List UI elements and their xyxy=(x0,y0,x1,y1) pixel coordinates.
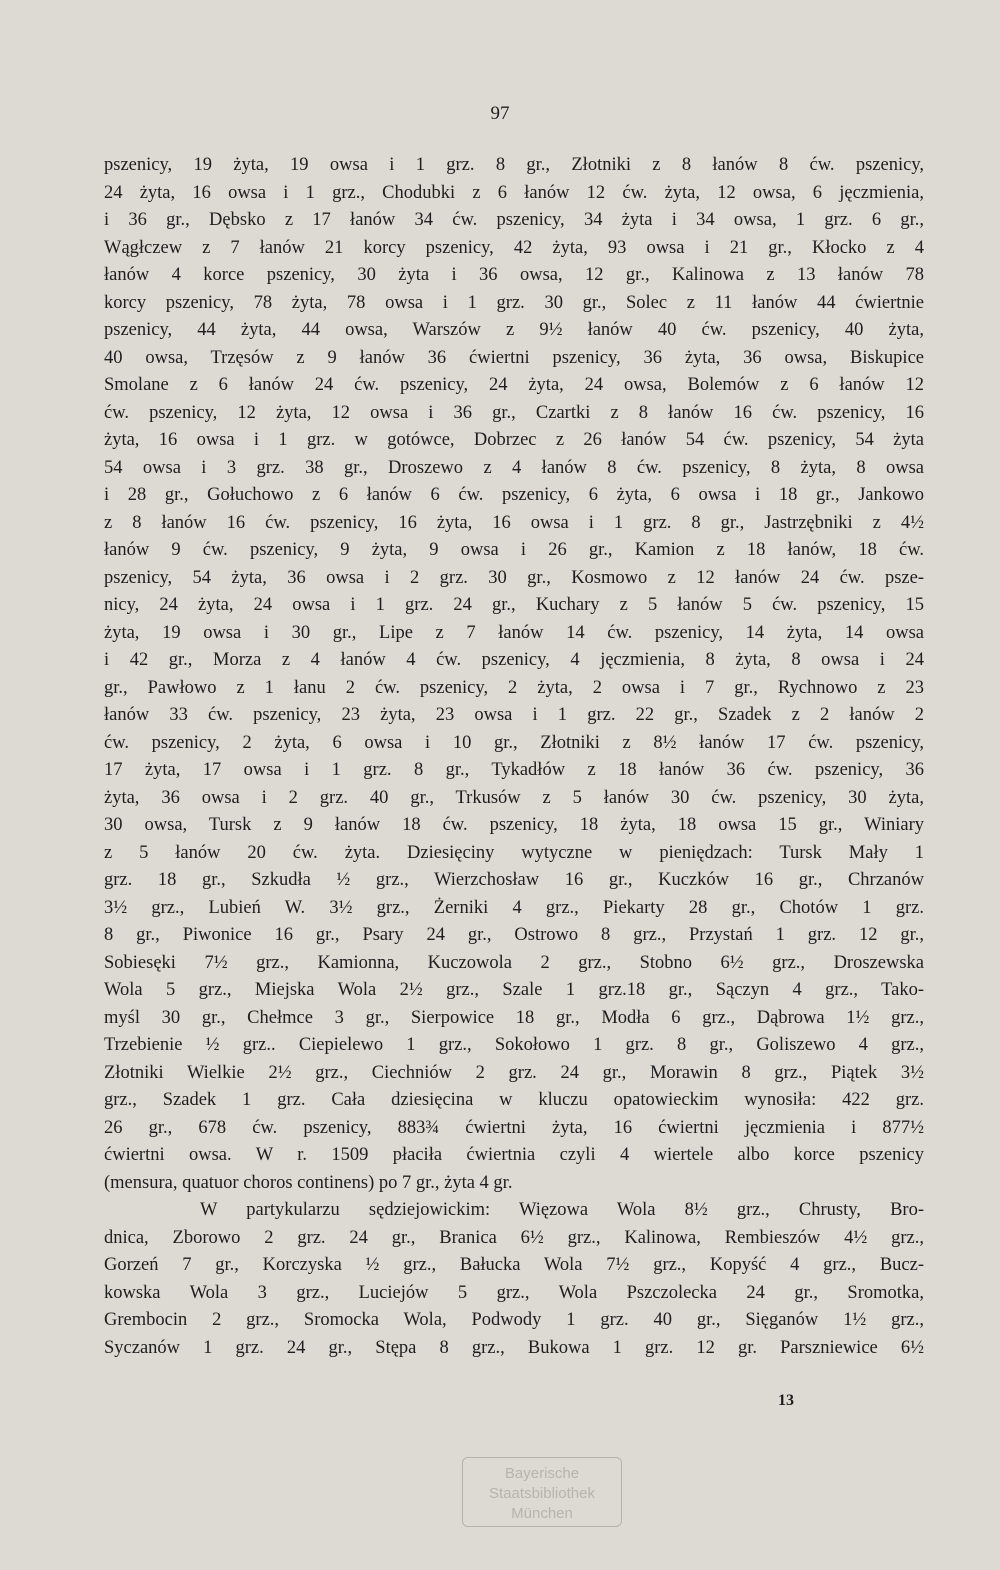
text-line: ćw. pszenicy, 2 żyta, 6 owsa i 10 gr., Złotniki z 8½ łanów 17 ćw. pszenicy, xyxy=(104,732,924,753)
text-line: i 42 gr., Morza z 4 łanów 4 ćw. pszenicy, 4 jęczmienia, 8 żyta, 8 owsa i 24 xyxy=(104,650,924,670)
text-line: i 36 gr., Dębsko z 17 łanów 34 ćw. pszenicy, 34 żyta i 34 owsa, 1 grz. 6 gr., xyxy=(104,210,924,230)
text-line: żyta, 19 owsa i 30 gr., Lipe z 7 łanów 14 ćw. pszenicy, 14 żyta, 14 owsa xyxy=(104,622,924,643)
text-line: dnica, Zborowo 2 grz. 24 gr., Branica 6½ grz., Kalinowa, Rembieszów 4½ grz., xyxy=(104,1227,924,1248)
text-line: myśl 30 gr., Chełmce 3 gr., Sierpowice 18 gr., Modła 6 grz., Dąbrowa 1½ grz., xyxy=(104,1007,924,1028)
text-line: korcy pszenicy, 78 żyta, 78 owsa i 1 grz. 30 gr., Solec z 11 łanów 44 ćwiertnie xyxy=(104,292,924,313)
text-line: Grembocin 2 grz., Sromocka Wola, Podwody 1 grz. 40 gr., Sięganów 1½ grz., xyxy=(104,1310,924,1330)
text-line: 40 owsa, Trzęsów z 9 łanów 36 ćwiertni pszenicy, 36 żyta, 36 owsa, Biskupice xyxy=(104,347,924,368)
text-line: 8 gr., Piwonice 16 gr., Psary 24 gr., Ostrowo 8 grz., Przystań 1 grz. 12 gr., xyxy=(104,925,924,945)
stamp-line: Staatsbibliothek xyxy=(489,1485,595,1502)
library-stamp xyxy=(462,1457,622,1527)
text-line: Wągłczew z 7 łanów 21 korcy pszenicy, 42 żyta, 93 owsa i 21 gr., Kłocko z 4 xyxy=(104,237,924,258)
text-line: gr., Pawłowo z 1 łanu 2 ćw. pszenicy, 2 żyta, 2 owsa i 7 gr., Rychnowo z 23 xyxy=(104,677,924,698)
stamp-line: München xyxy=(511,1505,573,1522)
text-line: Gorzeń 7 gr., Korczyska ½ grz., Bałucka Wola 7½ grz., Kopyść 4 grz., Bucz- xyxy=(104,1255,924,1275)
text-line: i 28 gr., Gołuchowo z 6 łanów 6 ćw. pszenicy, 6 żyta, 6 owsa i 18 gr., Jankowo xyxy=(104,485,924,505)
text-line: W partykularzu sędziejowickim: Więzowa Wola 8½ grz., Chrusty, Bro- xyxy=(200,1200,924,1220)
text-line: 17 żyta, 17 owsa i 1 grz. 8 gr., Tykadłów z 18 łanów 36 ćw. pszenicy, 36 xyxy=(104,760,924,780)
text-line: Wola 5 grz., Miejska Wola 2½ grz., Szale 1 grz.18 gr., Sączyn 4 grz., Tako- xyxy=(104,980,924,1000)
body-text xyxy=(104,152,924,1362)
text-line: łanów 33 ćw. pszenicy, 23 żyta, 23 owsa i 1 grz. 22 gr., Szadek z 2 łanów 2 xyxy=(104,705,924,725)
text-line: Złotniki Wielkie 2½ grz., Ciechniów 2 grz. 24 gr., Morawin 8 grz., Piątek 3½ xyxy=(104,1062,924,1083)
stamp-line: Bayerische xyxy=(504,1465,580,1482)
text-line: łanów 4 korce pszenicy, 30 żyta i 36 owsa, 12 gr., Kalinowa z 13 łanów 78 xyxy=(104,265,924,285)
text-line: 30 owsa, Tursk z 9 łanów 18 ćw. pszenicy, 18 żyta, 18 owsa 15 gr., Winiary xyxy=(104,815,924,835)
text-line: 26 gr., 678 ćw. pszenicy, 883¾ ćwiertni żyta, 16 ćwiertni jęczmienia i 877½ xyxy=(104,1117,924,1138)
text-line: Smolane z 6 łanów 24 ćw. pszenicy, 24 żyta, 24 owsa, Bolemów z 6 łanów 12 xyxy=(104,375,924,395)
text-line: żyta, 16 owsa i 1 grz. w gotówce, Dobrzec z 26 łanów 54 ćw. pszenicy, 54 żyta xyxy=(104,430,924,450)
text-line: Trzebienie ½ grz.. Ciepielewo 1 grz., Sokołowo 1 grz. 8 gr., Goliszewo 4 grz., xyxy=(104,1035,924,1055)
text-line: 54 owsa i 3 grz. 38 gr., Droszewo z 4 łanów 8 ćw. pszenicy, 8 żyta, 8 owsa xyxy=(104,457,924,478)
text-line: grz., Szadek 1 grz. Cała dziesięcina w kluczu opatowieckim wynosiła: 422 grz. xyxy=(104,1090,924,1110)
text-line: nicy, 24 żyta, 24 owsa i 1 grz. 24 gr., Kuchary z 5 łanów 5 ćw. pszenicy, 15 xyxy=(104,595,924,615)
text-line: łanów 9 ćw. pszenicy, 9 żyta, 9 owsa i 26 gr., Kamion z 18 łanów, 18 ćw. xyxy=(104,540,924,560)
text-line: (mensura, quatuor choros continens) po 7 gr., żyta 4 gr. xyxy=(104,1172,513,1193)
text-line: pszenicy, 44 żyta, 44 owsa, Warszów z 9½ łanów 40 ćw. pszenicy, 40 żyta, xyxy=(104,320,924,340)
text-line: ćwiertni owsa. W r. 1509 płaciła ćwiertnia czyli 4 wiertele albo korce pszenicy xyxy=(104,1145,924,1165)
text-line: z 5 łanów 20 ćw. żyta. Dziesięciny wytyczne w pieniędzach: Tursk Mały 1 xyxy=(104,842,924,863)
text-line: 3½ grz., Lubień W. 3½ grz., Żerniki 4 grz., Piekarty 28 gr., Chotów 1 grz. xyxy=(104,897,924,918)
text-line: pszenicy, 54 żyta, 36 owsa i 2 grz. 30 gr., Kosmowo z 12 łanów 24 ćw. psze- xyxy=(104,567,924,588)
text-line: z 8 łanów 16 ćw. pszenicy, 16 żyta, 16 owsa i 1 grz. 8 gr., Jastrzębniki z 4½ xyxy=(104,512,924,533)
signature-mark: 13 xyxy=(778,1392,794,1409)
text-line: kowska Wola 3 grz., Luciejów 5 grz., Wola Pszczolecka 24 gr., Sromotka, xyxy=(104,1282,924,1303)
text-line: 24 żyta, 16 owsa i 1 grz., Chodubki z 6 łanów 12 ćw. żyta, 12 owsa, 6 jęczmienia, xyxy=(104,182,924,203)
text-line: ćw. pszenicy, 12 żyta, 12 owsa i 36 gr., Czartki z 8 łanów 16 ćw. pszenicy, 16 xyxy=(104,402,924,423)
text-line: grz. 18 gr., Szkudła ½ grz., Wierzchosław 16 gr., Kuczków 16 gr., Chrzanów xyxy=(104,870,924,890)
text-line: Sobiesęki 7½ grz., Kamionna, Kuczowola 2 grz., Stobno 6½ grz., Droszewska xyxy=(104,952,924,973)
text-line: Syczanów 1 grz. 24 gr., Stępa 8 grz., Bukowa 1 grz. 12 gr. Parszniewice 6½ xyxy=(104,1337,924,1358)
text-line: pszenicy, 19 żyta, 19 owsa i 1 grz. 8 gr., Złotniki z 8 łanów 8 ćw. pszenicy, xyxy=(104,155,924,175)
page-number: 97 xyxy=(490,103,510,124)
text-line: żyta, 36 owsa i 2 grz. 40 gr., Trkusów z 5 łanów 30 ćw. pszenicy, 30 żyta, xyxy=(104,787,924,808)
